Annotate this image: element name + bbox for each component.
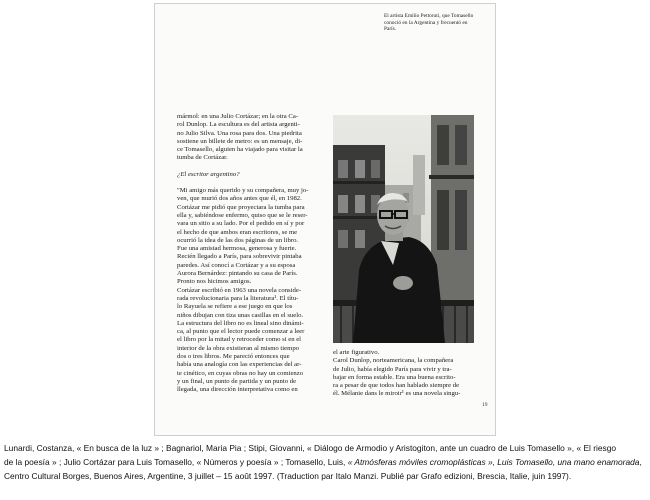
caption-segment: , bbox=[639, 457, 642, 467]
photo-caption-line: conoció en la Argentina y frecuentó en bbox=[384, 19, 468, 26]
text-line bbox=[177, 179, 328, 187]
text-line: dos o tres libros. Me pareció entonces que bbox=[177, 353, 290, 361]
text-line: llegada, una dirección interpretativa como en bbox=[177, 386, 298, 394]
text-line: rol Dunlop. La escultura es del artista argenti- bbox=[177, 121, 300, 129]
text-line: interior de la obra existieran al mismo tiempo bbox=[177, 344, 300, 352]
caption-line bbox=[4, 455, 648, 469]
text-line: Recién llegado a París, para sobrevivir pintaba bbox=[177, 253, 302, 261]
left-text-column bbox=[177, 113, 328, 395]
text-line: ven, que murió dos años antes que él, en 1982. bbox=[177, 195, 302, 203]
text-line: niños dibujan con tiza unas casillas en el suelo. bbox=[177, 311, 304, 319]
caption-line bbox=[4, 441, 648, 455]
text-line: bajar en forma estable. Era una buena escrito- bbox=[333, 373, 456, 381]
text-line: había una analogía con las experiencias del ar- bbox=[177, 361, 302, 369]
caption-line bbox=[4, 469, 648, 483]
text-line: Pronto nos hicimos amigos. bbox=[177, 278, 252, 286]
text-line: Cortázar me pidió que proyectara la tumba para bbox=[177, 203, 305, 211]
photo-caption-line: París. bbox=[384, 26, 397, 33]
text-line: rada revolucionaria para la literatura¹. El títu- bbox=[177, 294, 299, 302]
text-line: y un final, un punto de partida y un punto de bbox=[177, 377, 297, 385]
text-line: ella y, sabiéndose enfermo, quiso que se le reser- bbox=[177, 211, 308, 219]
right-text-column bbox=[333, 349, 473, 399]
text-line: lo Rayuela se refiere a ese juego en que los bbox=[177, 303, 293, 311]
caption-segment: de la poesía » ; Julio Cortázar para Luis Tomasello, « Números y poesía » ; Tomasello, Luis, bbox=[4, 457, 348, 467]
page-number: 19 bbox=[482, 402, 488, 408]
text-line: te cinético, en cuyas obras no hay un comienzo bbox=[177, 369, 304, 377]
photo-caption bbox=[384, 13, 494, 33]
text-line: de Julio, había elegido París para vivir y tra- bbox=[333, 365, 452, 373]
text-line: no Julio Silva. Una rosa para dos. Una piedrita bbox=[177, 129, 302, 137]
text-line: ce Tomasello, alguien ha viajado para visitar la bbox=[177, 146, 303, 154]
text-line: "Mi amigo más querido y su compañera, muy jo- bbox=[177, 187, 309, 195]
text-line: mármol: en una Julio Cortázar; en la otra Ca- bbox=[177, 113, 299, 120]
text-line: el hecho de que ambos eran escritores, se me bbox=[177, 228, 298, 236]
text-line: él. Mélanie dans le miroir¹ es una novela singu- bbox=[333, 390, 461, 398]
text-line: tumba de Cortázar. bbox=[177, 154, 228, 162]
text-line: Cortázar escribió en 1963 una novela conside- bbox=[177, 286, 302, 294]
bibliographic-caption bbox=[4, 441, 648, 483]
text-line: vara un sitio a su lado. Por el pedido en sí y por bbox=[177, 220, 305, 228]
caption-segment: « Atmósferas móviles cromoplásticas », Luis Tomasello, una mano enamorada bbox=[347, 457, 640, 467]
text-line: el libro por la mitad y retroceder como si en el bbox=[177, 336, 302, 344]
text-line: La estructura del libro no es lineal sino dinámi- bbox=[177, 319, 304, 327]
scanned-page bbox=[154, 3, 496, 436]
caption-segment: Lunardi, Costanza, « En busca de la luz » ; Bagnariol, Maria Pia ; Stipi, Giovanni, « Diálogo de Armodio y Aristogiton, ante un cuadro de Luis Tomasello », « El riesgo bbox=[4, 443, 617, 453]
text-line bbox=[177, 163, 328, 171]
text-line: Fue una amistad hermosa, generosa y fuerte. bbox=[177, 245, 297, 253]
text-line: ca, al punto que el lector puede comenzar a leer bbox=[177, 328, 305, 336]
text-line: ocurrió la idea de las dos páginas de un libro. bbox=[177, 236, 299, 244]
photo-caption-line: El artista Emilio Pettoruti, que Tomasello bbox=[384, 13, 474, 19]
text-line: ¿El escritor argentino? bbox=[177, 170, 240, 178]
text-line: ra a pesar de que todos han hablado siempre de bbox=[333, 382, 460, 390]
text-line: paredes. Así conocí a Cortázar y a su esposa bbox=[177, 261, 296, 269]
text-line: Carol Dunlop, norteamericana, la compañera bbox=[333, 357, 454, 365]
portrait-photo-image bbox=[333, 115, 474, 343]
portrait-photo bbox=[333, 115, 474, 343]
text-line: Aurora Bernárdez: pintando su casa de París. bbox=[177, 270, 298, 278]
text-line: sostiene un billete de metro: es un mensaje, di- bbox=[177, 137, 303, 145]
caption-segment: Centro Cultural Borges, Buenos Aires, Argentine, 3 juillet – 15 août 1997. (Traduction par Italo Manzi. Publié par Grafo edizioni, Brescia, Italie, juin 1997). bbox=[4, 471, 572, 481]
text-line: el arte figurativo. bbox=[333, 349, 380, 356]
